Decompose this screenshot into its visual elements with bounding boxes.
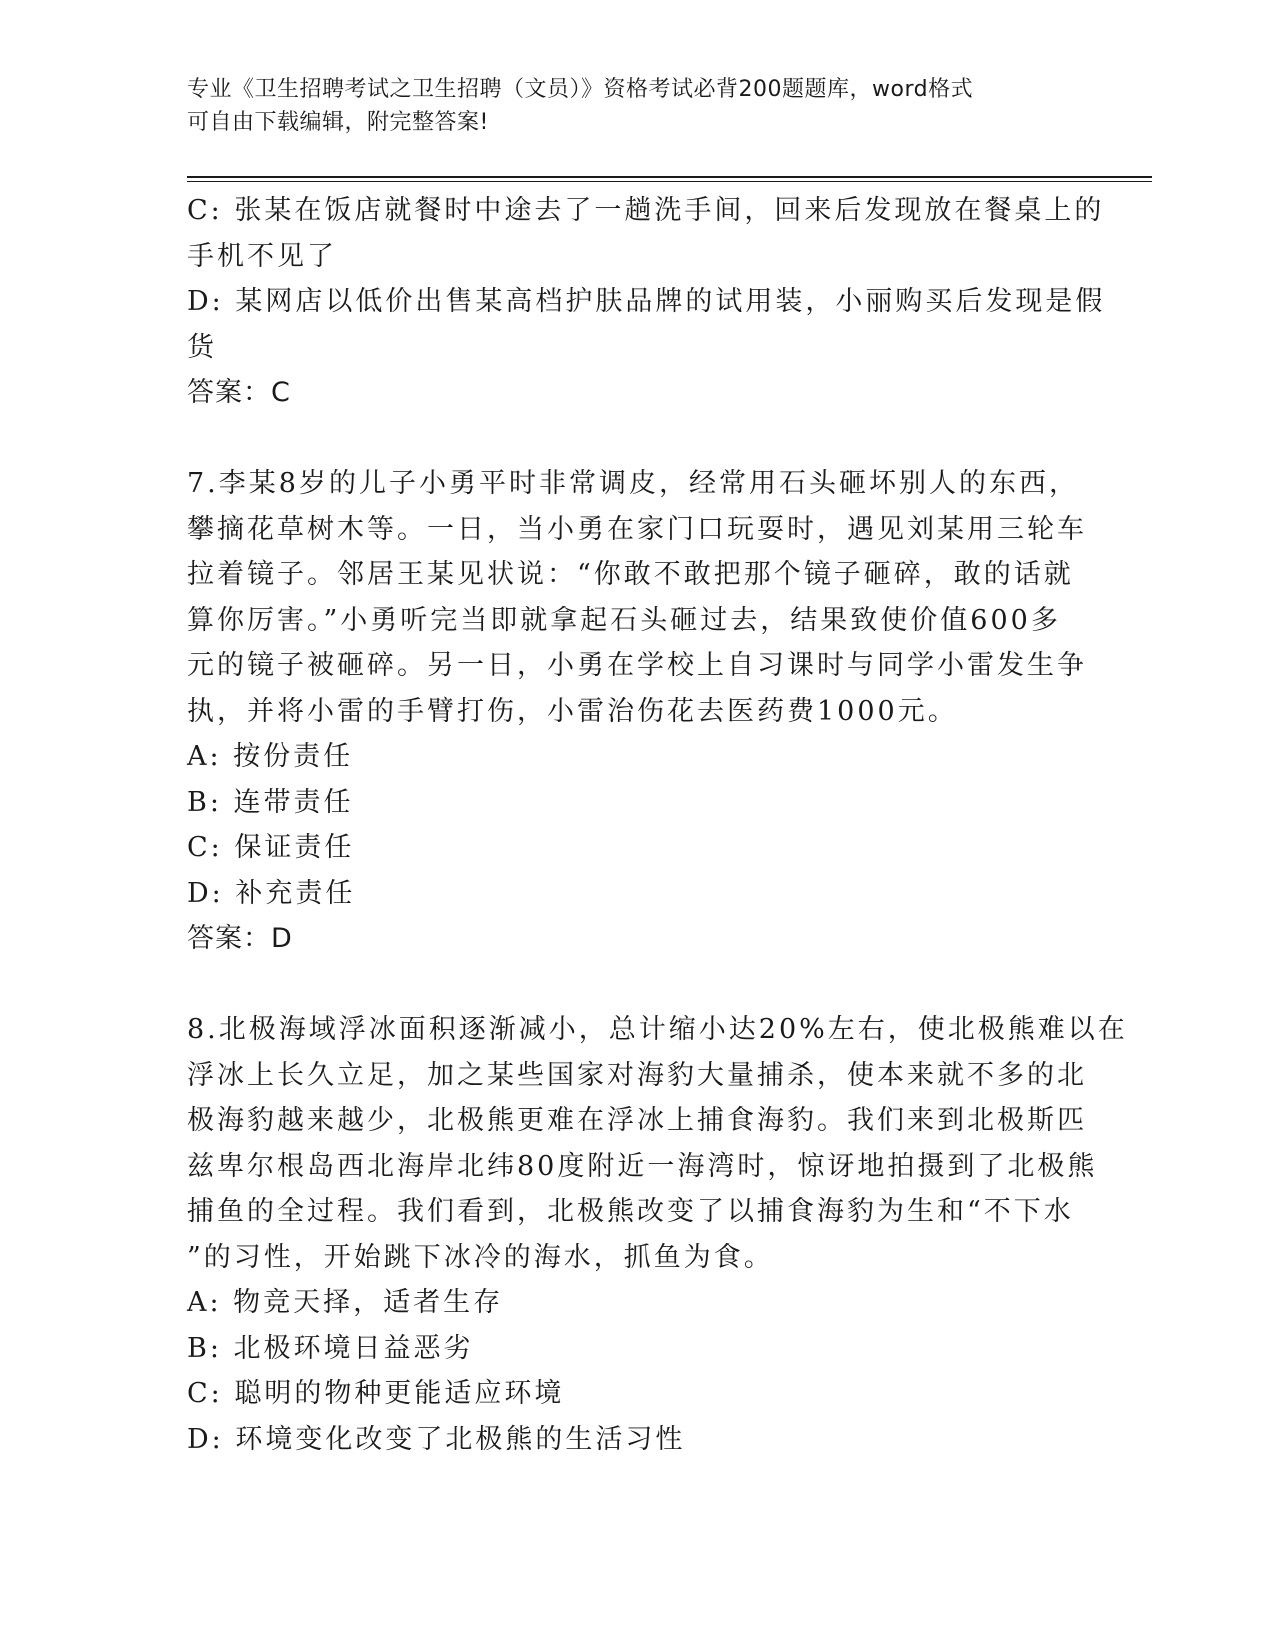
- header-title-line-1: 专业《卫生招聘考试之卫生招聘（文员）》资格考试必背200题题库，word格式: [187, 77, 974, 102]
- q8-option-c: C: 聪明的物种更能适应环境: [187, 1378, 565, 1409]
- spacer: [187, 962, 1087, 1008]
- q8-option-d: D: 环境变化改变了北极熊的生活习性: [187, 1423, 686, 1455]
- q7-stem-line: 拉着镜子。邻居王某见状说：“你敢不敢把那个镜子砸碎，敢的话就: [187, 559, 1074, 590]
- q8-stem-line: 8.北极海域浮冰面积逐渐减小，总计缩小达20%左右，使北极熊难以在: [187, 1014, 1128, 1045]
- q7-option-c: C: 保证责任: [187, 832, 355, 863]
- header-divider-thin: [187, 181, 1152, 182]
- q8-option-b: B: 北极环境日益恶劣: [187, 1332, 474, 1364]
- q6-answer: 答案：C: [187, 377, 291, 408]
- q7-option-d: D: 补充责任: [187, 877, 356, 909]
- q6-option-d-line-2: 货: [187, 331, 217, 363]
- q7-stem-line: 执，并将小雷的手臂打伤，小雷治伤花去医药费1000元。: [187, 695, 958, 727]
- document-header: [187, 73, 1087, 139]
- q6-option-c-line-2: 手机不见了: [187, 240, 337, 272]
- q6-option-d-line-1: D: 某网店以低价出售某高档护肤品牌的试用装，小丽购买后发现是假: [187, 286, 1106, 317]
- q8-option-a: A: 物竞天择，适者生存: [187, 1287, 504, 1318]
- q8-stem-line: 捕鱼的全过程。我们看到，北极熊改变了以捕食海豹为生和“不下水: [187, 1196, 1074, 1227]
- q7-stem-line: 7.李某8岁的儿子小勇平时非常调皮，经常用石头砸坏别人的东西，: [187, 468, 1079, 499]
- q7-stem-line: 元的镜子被砸碎。另一日，小勇在学校上自习课时与同学小雷发生争: [187, 650, 1087, 681]
- question-8: [187, 1007, 1128, 1462]
- q7-answer: 答案：D: [187, 923, 293, 954]
- document-body: [187, 188, 1128, 1462]
- header-title-line-2: 可自由下载编辑，附完整答案!: [187, 110, 489, 135]
- header-divider-thick: [187, 176, 1152, 178]
- q7-stem-line: 算你厉害。”小勇听完当即就拿起石头砸过去，结果致使价值600多: [187, 604, 1061, 636]
- q8-stem-line: 浮冰上长久立足，加之某些国家对海豹大量捕杀，使本来就不多的北: [187, 1059, 1087, 1091]
- spacer: [187, 416, 1087, 462]
- q8-stem-line: 兹卑尔根岛西北海岸北纬80度附近一海湾时，惊讶地拍摄到了北极熊: [187, 1150, 1098, 1182]
- q7-stem-line: 攀摘花草树木等。一日，当小勇在家门口玩耍时，遇见刘某用三轮车: [187, 513, 1087, 545]
- question-6: [187, 188, 1106, 416]
- q8-stem-line: 极海豹越来越少，北极熊更难在浮冰上捕食海豹。我们来到北极斯匹: [187, 1105, 1087, 1136]
- q8-stem-line: ”的习性，开始跳下冰冷的海水，抓鱼为食。: [187, 1241, 774, 1273]
- question-7: [187, 461, 1087, 962]
- q7-option-b: B: 连带责任: [187, 786, 354, 818]
- q6-option-c-line-1: C: 张某在饭店就餐时中途去了一趟洗手间，回来后发现放在餐桌上的: [187, 195, 1105, 226]
- q7-option-a: A: 按份责任: [187, 741, 354, 772]
